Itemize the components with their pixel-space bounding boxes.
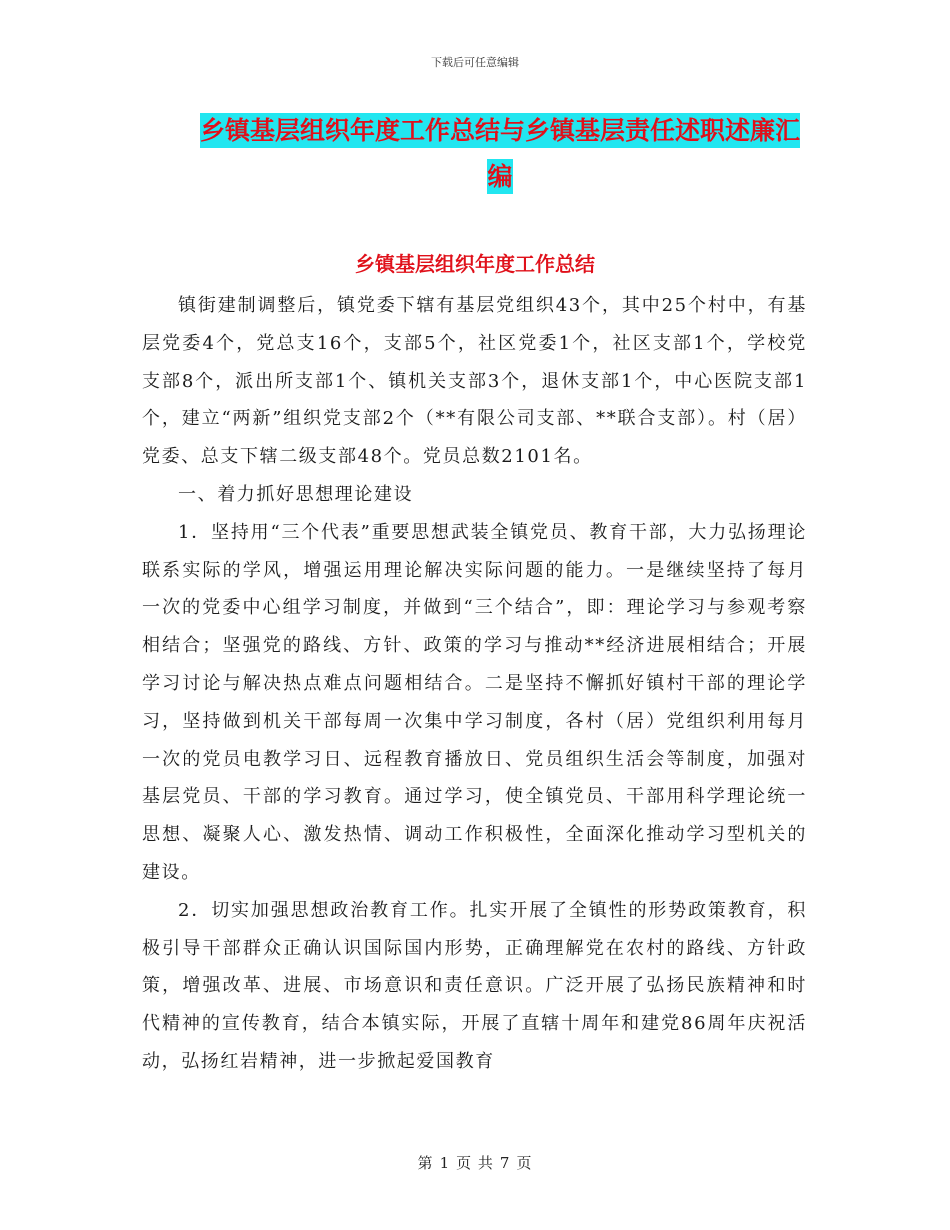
paragraph: 1．坚持用“三个代表”重要思想武装全镇党员、教育干部，大力弘扬理论联系实际的学风，增强运用理论解决实际问题的能力。一是继续坚持了每月一次的党委中心组学习制度，并做到“三个结合”，即：理论学习与参观考察相结合；坚强党的路线、方针、政策的学习与推动**经济进展相结合；开展学习讨论与解决热点难点问题相结合。二是坚持不懈抓好镇村干部的理论学习，坚持做到机关干部每周一次集中学习制度，各村（居）党组织利用每月一次的党员电教学习日、远程教育播放日、党员组织生活会等制度，加强对基层党员、干部的学习教育。通过学习，使全镇党员、干部用科学理论统一思想、凝聚人心、激发热情、调动工作积极性，全面深化推动学习型机关的建设。 [142, 521, 807, 883]
document-title [190, 108, 810, 200]
header-note: 下载后可任意编辑 [431, 56, 519, 69]
section-title: 乡镇基层组织年度工作总结 [355, 252, 595, 276]
footer-label-of: 页 共 [456, 1154, 494, 1172]
paragraph: 2．切实加强思想政治教育工作。扎实开展了全镇性的形势政策教育，积极引导干部群众正确认识国际国内形势，正确理解党在农村的路线、方针政策，增强改革、进展、市场意识和责任意识。广泛开展了弘扬民族精神和时代精神的宣传教育，结合本镇实际，开展了直辖十周年和建党86周年庆祝活动，弘扬红岩精神，进一步掀起爱国教育 [142, 899, 807, 1072]
footer-label-pages: 页 [516, 1154, 533, 1172]
document-title-text: 乡镇基层组织年度工作总结与乡镇基层责任述职述廉汇编 [200, 113, 800, 194]
paragraph: 镇街建制调整后，镇党委下辖有基层党组织43个，其中25个村中，有基层党委4个，党总支16个，支部5个，社区党委1个，社区支部1个，学校党支部8个，派出所支部1个、镇机关支部3个，退休支部1个，中心医院支部1个，建立“两新”组织党支部2个（**有限公司支部、**联合支部）。村（居）党委、总支下辖二级支部48个。党员总数2101名。 [142, 295, 807, 468]
current-page-number: 1 [439, 1154, 451, 1172]
document-body [142, 287, 807, 1081]
total-page-number: 7 [499, 1154, 511, 1172]
footer-label-page: 第 [417, 1154, 434, 1172]
section-heading: 一、着力抓好思想理论建设 [178, 483, 414, 505]
page-footer [0, 1152, 950, 1173]
